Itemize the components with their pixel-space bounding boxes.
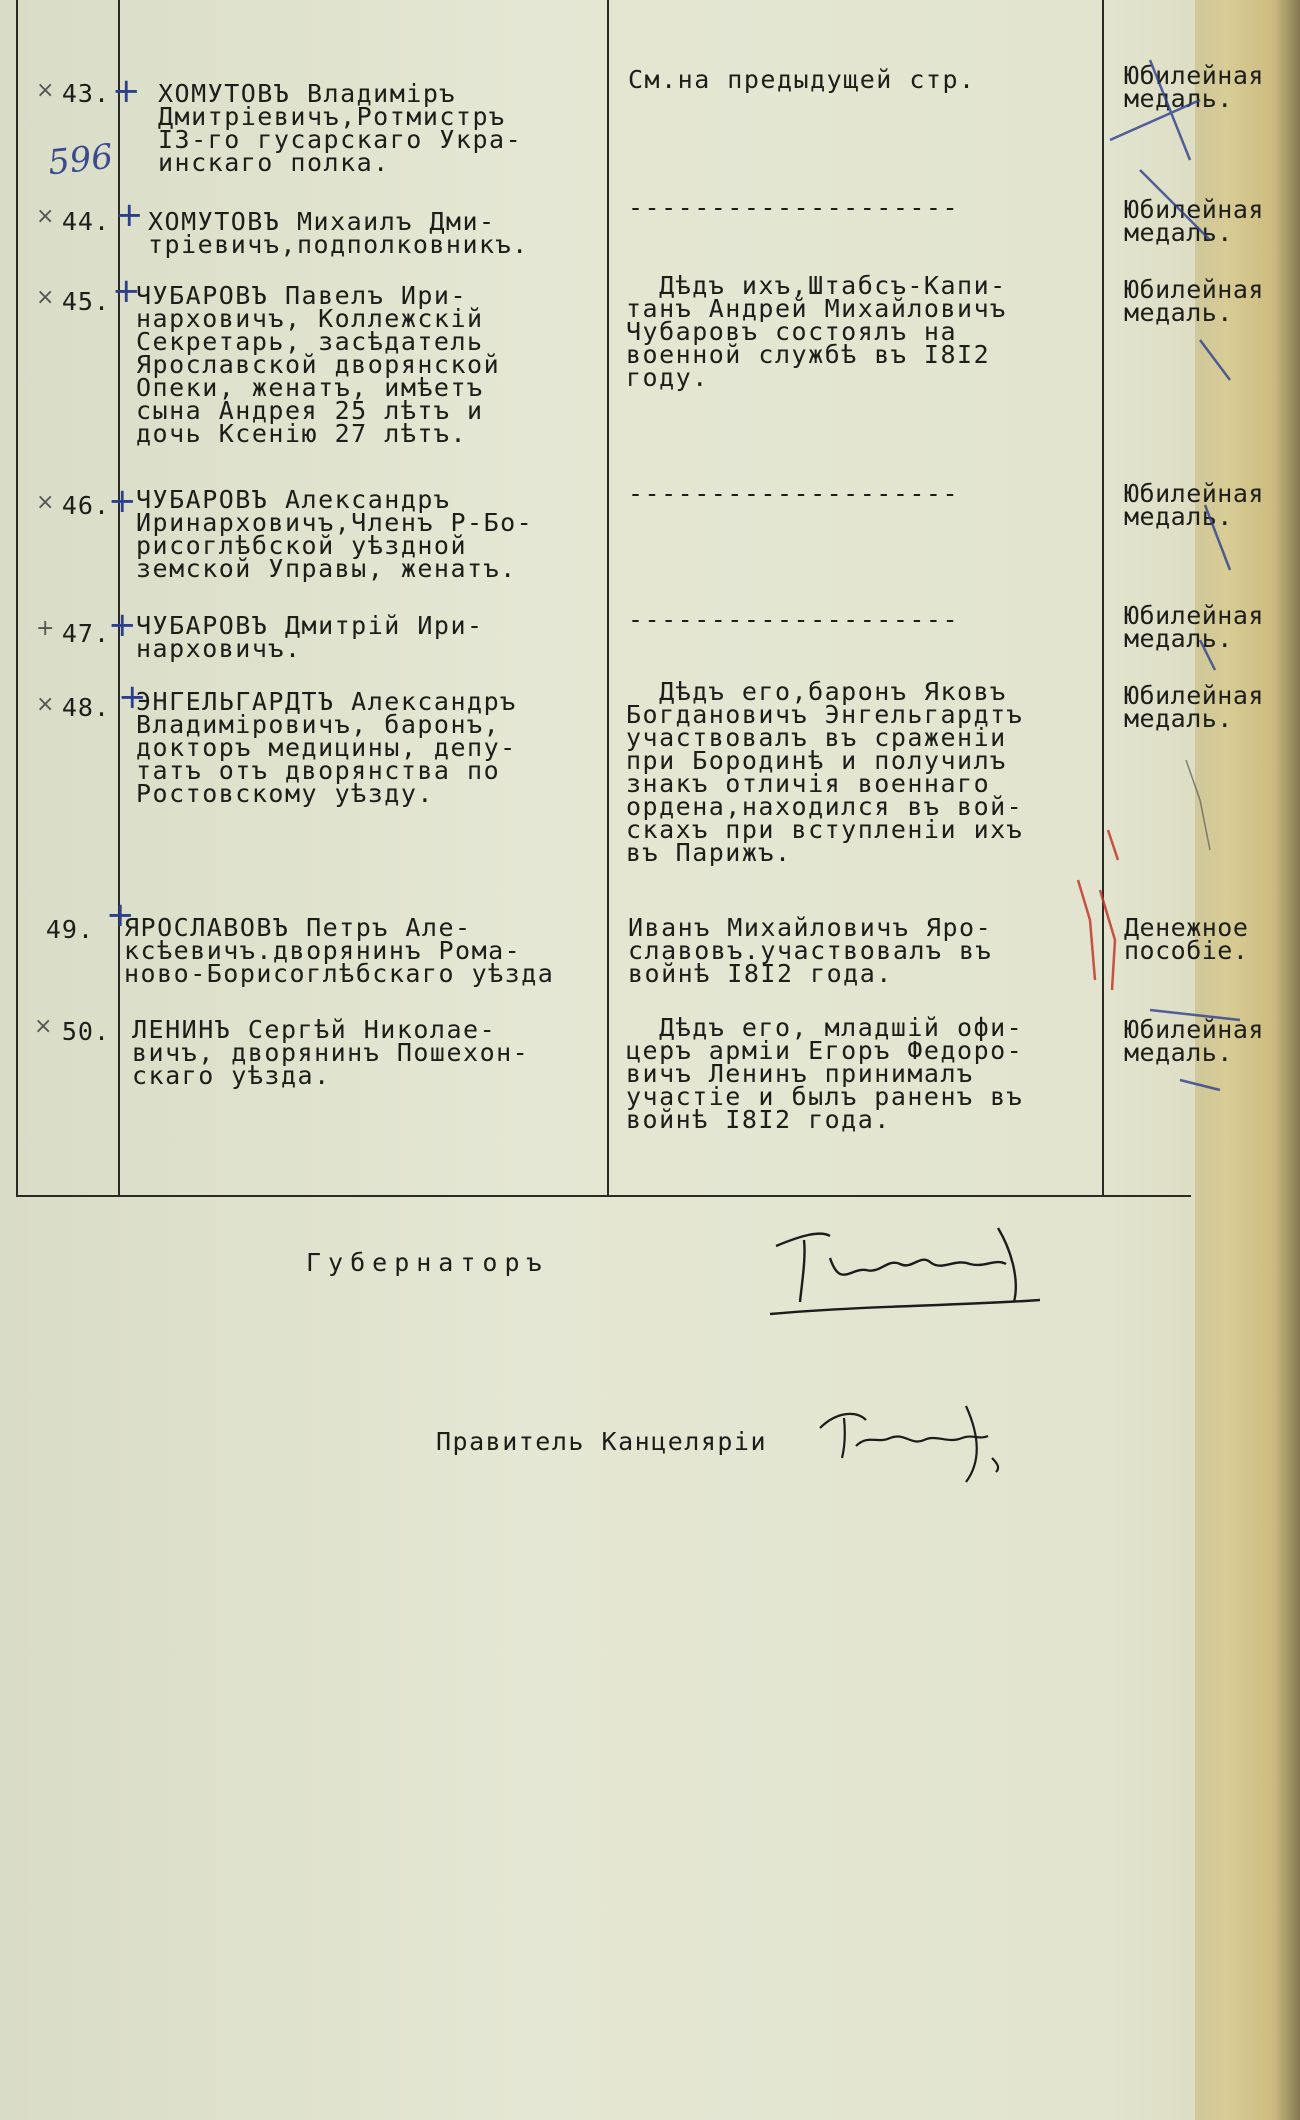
governor-signature-mark	[770, 1218, 1060, 1328]
entry-description: Дѣдъ ихъ,Штабсъ-Капи- танъ Андрей Михайловичъ Чубаровъ состоялъ на военной службѣ въ I8I2 году.	[626, 271, 1007, 392]
entry-number: 50.	[61, 1017, 110, 1046]
entry-description: --------------------	[628, 479, 960, 508]
check-mark-icon: ×	[36, 285, 55, 310]
plus-mark-icon: +	[112, 271, 141, 311]
entry-award: Юбилейная медаль.	[1124, 275, 1264, 327]
plus-mark-icon: +	[112, 71, 141, 111]
entry-number: 44.	[61, 207, 110, 236]
entry-name: ЯРОСЛАВОВЪ Петръ Але- ксѣевичъ.дворянинъ Рома- ново-Борисоглѣбскаго уѣзда	[124, 913, 555, 988]
check-mark-icon: +	[36, 616, 55, 641]
governor-label: Губернаторъ	[306, 1248, 549, 1277]
entry-description: --------------------	[628, 605, 960, 634]
entry-description: См.на предыдущей стр.	[628, 65, 976, 94]
entry-name: ЛЕНИНЪ Сергѣй Николае- вичъ, дворянинъ Пошехон- скаго уѣзда.	[132, 1015, 530, 1090]
entry-name: ЧУБАРОВЪ Александръ Иринарховичъ,Членъ Р-Бо- рисоглѣбской уѣздной земской Управы, женатъ.	[136, 485, 534, 583]
plus-mark-icon: +	[118, 677, 147, 717]
entry-name: ХОМУТОВЪ Михаилъ Дми- трiевичъ,подполковникъ.	[148, 207, 529, 259]
entry-number: 46.	[61, 491, 110, 520]
chancellery-signature-mark	[816, 1398, 1006, 1488]
entry-number: 43.	[61, 79, 110, 108]
entry-description: Дѣдъ его, младшiй офи- церъ армiи Егоръ Федоро- вичъ Ленинъ принималъ участiе и былъ раненъ въ войнѣ I8I2 года.	[626, 1013, 1024, 1134]
entry-award: Юбилейная медаль.	[1124, 195, 1264, 247]
entry-award: Юбилейная медаль.	[1124, 1015, 1264, 1067]
check-mark-icon: ×	[36, 692, 55, 717]
check-mark-icon: ×	[34, 1014, 53, 1039]
chancellery-signature	[816, 1398, 1006, 1488]
entry-award: Юбилейная медаль.	[1124, 479, 1264, 531]
entry-number: 48.	[61, 693, 110, 722]
plus-mark-icon: +	[108, 605, 137, 645]
plus-mark-icon: +	[108, 481, 137, 521]
entry-name: ЧУБАРОВЪ Павелъ Ири- нарховичъ, Коллежскiй Секретарь, засѣдатель Ярославской дворянской Опеки, женатъ, имѣетъ сына Андрея 25 лѣтъ и дочь Ксенiю 27 лѣтъ.	[136, 281, 501, 448]
entry-award: Юбилейная медаль.	[1124, 681, 1264, 733]
check-mark-icon: ×	[36, 204, 55, 229]
chancellery-label: Правитель Канцелярiи	[436, 1427, 768, 1456]
entry-description: --------------------	[628, 193, 960, 222]
check-mark-icon: ×	[36, 490, 55, 515]
check-mark-icon: ×	[36, 78, 55, 103]
entry-description: Дѣдъ его,баронъ Яковъ Богдановичъ Энгельгардтъ участвовалъ въ сраженiи при Бородинѣ и получилъ знакъ отличiя военнаго ордена,находился въ вой- скахъ при вступленiи ихъ въ Парижъ.	[626, 677, 1024, 867]
entry-number: 49.	[45, 915, 94, 944]
plus-mark-icon: +	[115, 195, 144, 235]
entry-name: ХОМУТОВЪ Владимiръ Дмитрiевичъ,Ротмистръ I3-го гусарскаго Укра- инскаго полка.	[158, 79, 523, 177]
entry-description: Иванъ Михайловичъ Яро- славовъ.участвовалъ въ войнѣ I8I2 года.	[628, 913, 993, 988]
entry-award: Юбилейная медаль.	[1124, 601, 1264, 653]
entry-award: Юбилейная медаль.	[1124, 61, 1264, 113]
entry-number: 45.	[61, 287, 110, 316]
entry-name: ЧУБАРОВЪ Дмитрiй Ири- нарховичъ.	[136, 611, 484, 663]
entry-name: ЭНГЕЛЬГАРДТЪ Александръ Владимiровичъ, баронъ, докторъ медицины, депу- татъ отъ дворянства по Ростовскому уѣзду.	[136, 687, 517, 808]
governor-signature	[770, 1218, 1060, 1328]
plus-mark-icon: +	[106, 895, 135, 935]
entry-number: 47.	[61, 619, 110, 648]
margin-note: 596	[46, 136, 115, 184]
entry-award: Денежное пособiе.	[1124, 913, 1249, 965]
